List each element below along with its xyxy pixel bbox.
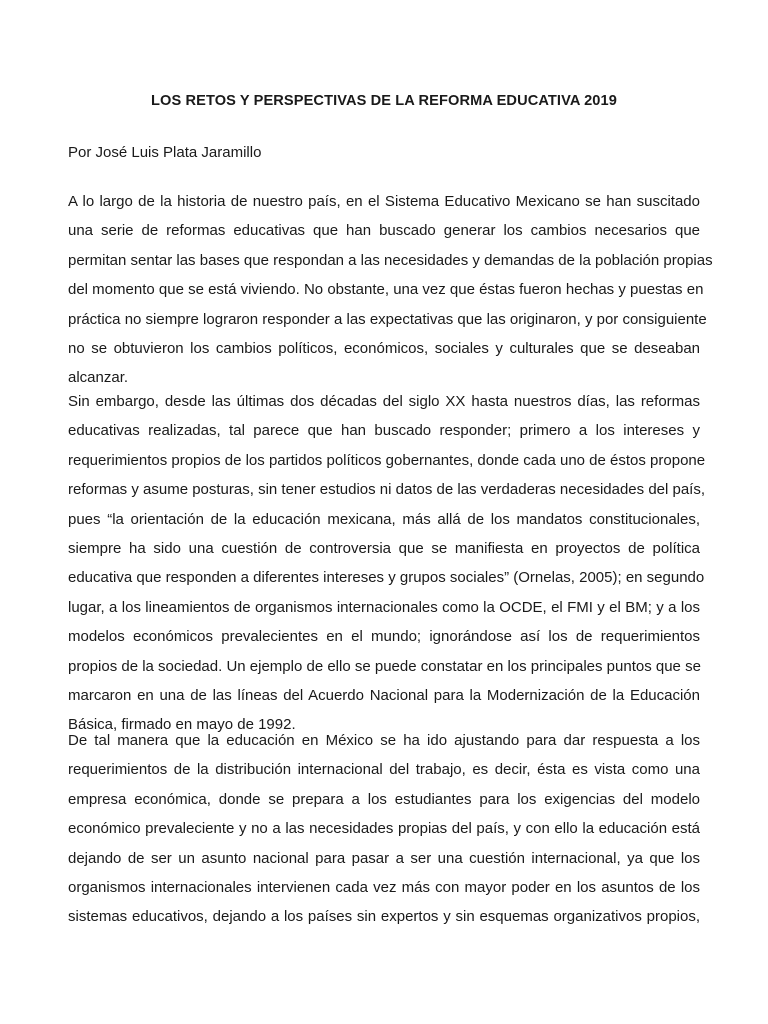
paragraph-line: económico prevaleciente y no a las necesidades propias del país, y con ello la educación está [68,820,700,838]
document-author: Por José Luis Plata Jaramillo [68,144,262,161]
paragraph-line: organismos internacionales intervienen cada vez más con mayor poder en los asuntos de los [68,878,700,896]
document-title: LOS RETOS Y PERSPECTIVAS DE LA REFORMA EDUCATIVA 2019 [151,93,617,109]
paragraph-line: propios de la sociedad. Un ejemplo de ello se puede constatar en los principales puntos que se [68,657,701,675]
paragraph-line: alcanzar. [68,369,129,387]
paragraph-1 [68,187,713,393]
paragraph-line: una serie de reformas educativas que han buscado generar los cambios necesarios que [68,222,700,240]
paragraph-3 [68,726,700,932]
paragraph-line: De tal manera que la educación en México se ha ido ajustando para dar respuesta a los [68,732,700,749]
paragraph-line: A lo largo de la historia de nuestro país, en el Sistema Educativo Mexicano se han suscitado [68,193,700,210]
paragraph-line: Sin embargo, desde las últimas dos décadas del siglo XX hasta nuestros días, las reformas [68,393,700,410]
paragraph-line: reformas y asume posturas, sin tener estudios ni datos de las verdaderas necesidades del país, [68,481,706,499]
paragraph-2 [68,387,706,740]
paragraph-line: lugar, a los lineamientos de organismos internacionales como la OCDE, el FMI y el BM; y a los [68,598,700,616]
paragraph-line: requerimientos propios de los partidos políticos gobernantes, donde cada uno de éstos propone [68,451,706,469]
paragraph-line: empresa económica, donde se prepara a los estudiantes para los exigencias del modelo [68,790,700,808]
paragraph-line: dejando de ser un asunto nacional para pasar a ser una cuestión internacional, ya que los [68,849,700,867]
paragraph-line: educativa que responden a diferentes intereses y grupos sociales” (Ornelas, 2005); en segundo [68,569,705,587]
paragraph-line: modelos económicos prevalecientes en el mundo; ignorándose así los de requerimientos [68,628,700,646]
paragraph-line: permitan sentar las bases que respondan a las necesidades y demandas de la población propias [68,251,713,269]
paragraph-line: siempre ha sido una cuestión de controversia que se manifiesta en proyectos de política [68,539,700,557]
paragraph-line: requerimientos de la distribución internacional del trabajo, es decir, ésta es vista como una [68,761,700,779]
paragraph-line: Básica, firmado en mayo de 1992. [68,716,296,734]
paragraph-line: educativas realizadas, tal parece que han buscado responder; primero a los intereses y [68,422,700,440]
paragraph-line: sistemas educativos, dejando a los países sin expertos y sin esquemas organizativos propios, [68,908,700,926]
paragraph-line: marcaron en una de las líneas del Acuerdo Nacional para la Modernización de la Educación [68,686,700,704]
paragraph-line: pues “la orientación de la educación mexicana, más allá de los mandatos constitucionales, [68,510,700,528]
paragraph-line: práctica no siempre lograron responder a las expectativas que las originaron, y por consiguiente [68,310,707,328]
paragraph-line: del momento que se está viviendo. No obstante, una vez que éstas fueron hechas y puestas en [68,281,704,299]
paragraph-line: no se obtuvieron los cambios políticos, económicos, sociales y culturales que se deseaban [68,339,700,357]
